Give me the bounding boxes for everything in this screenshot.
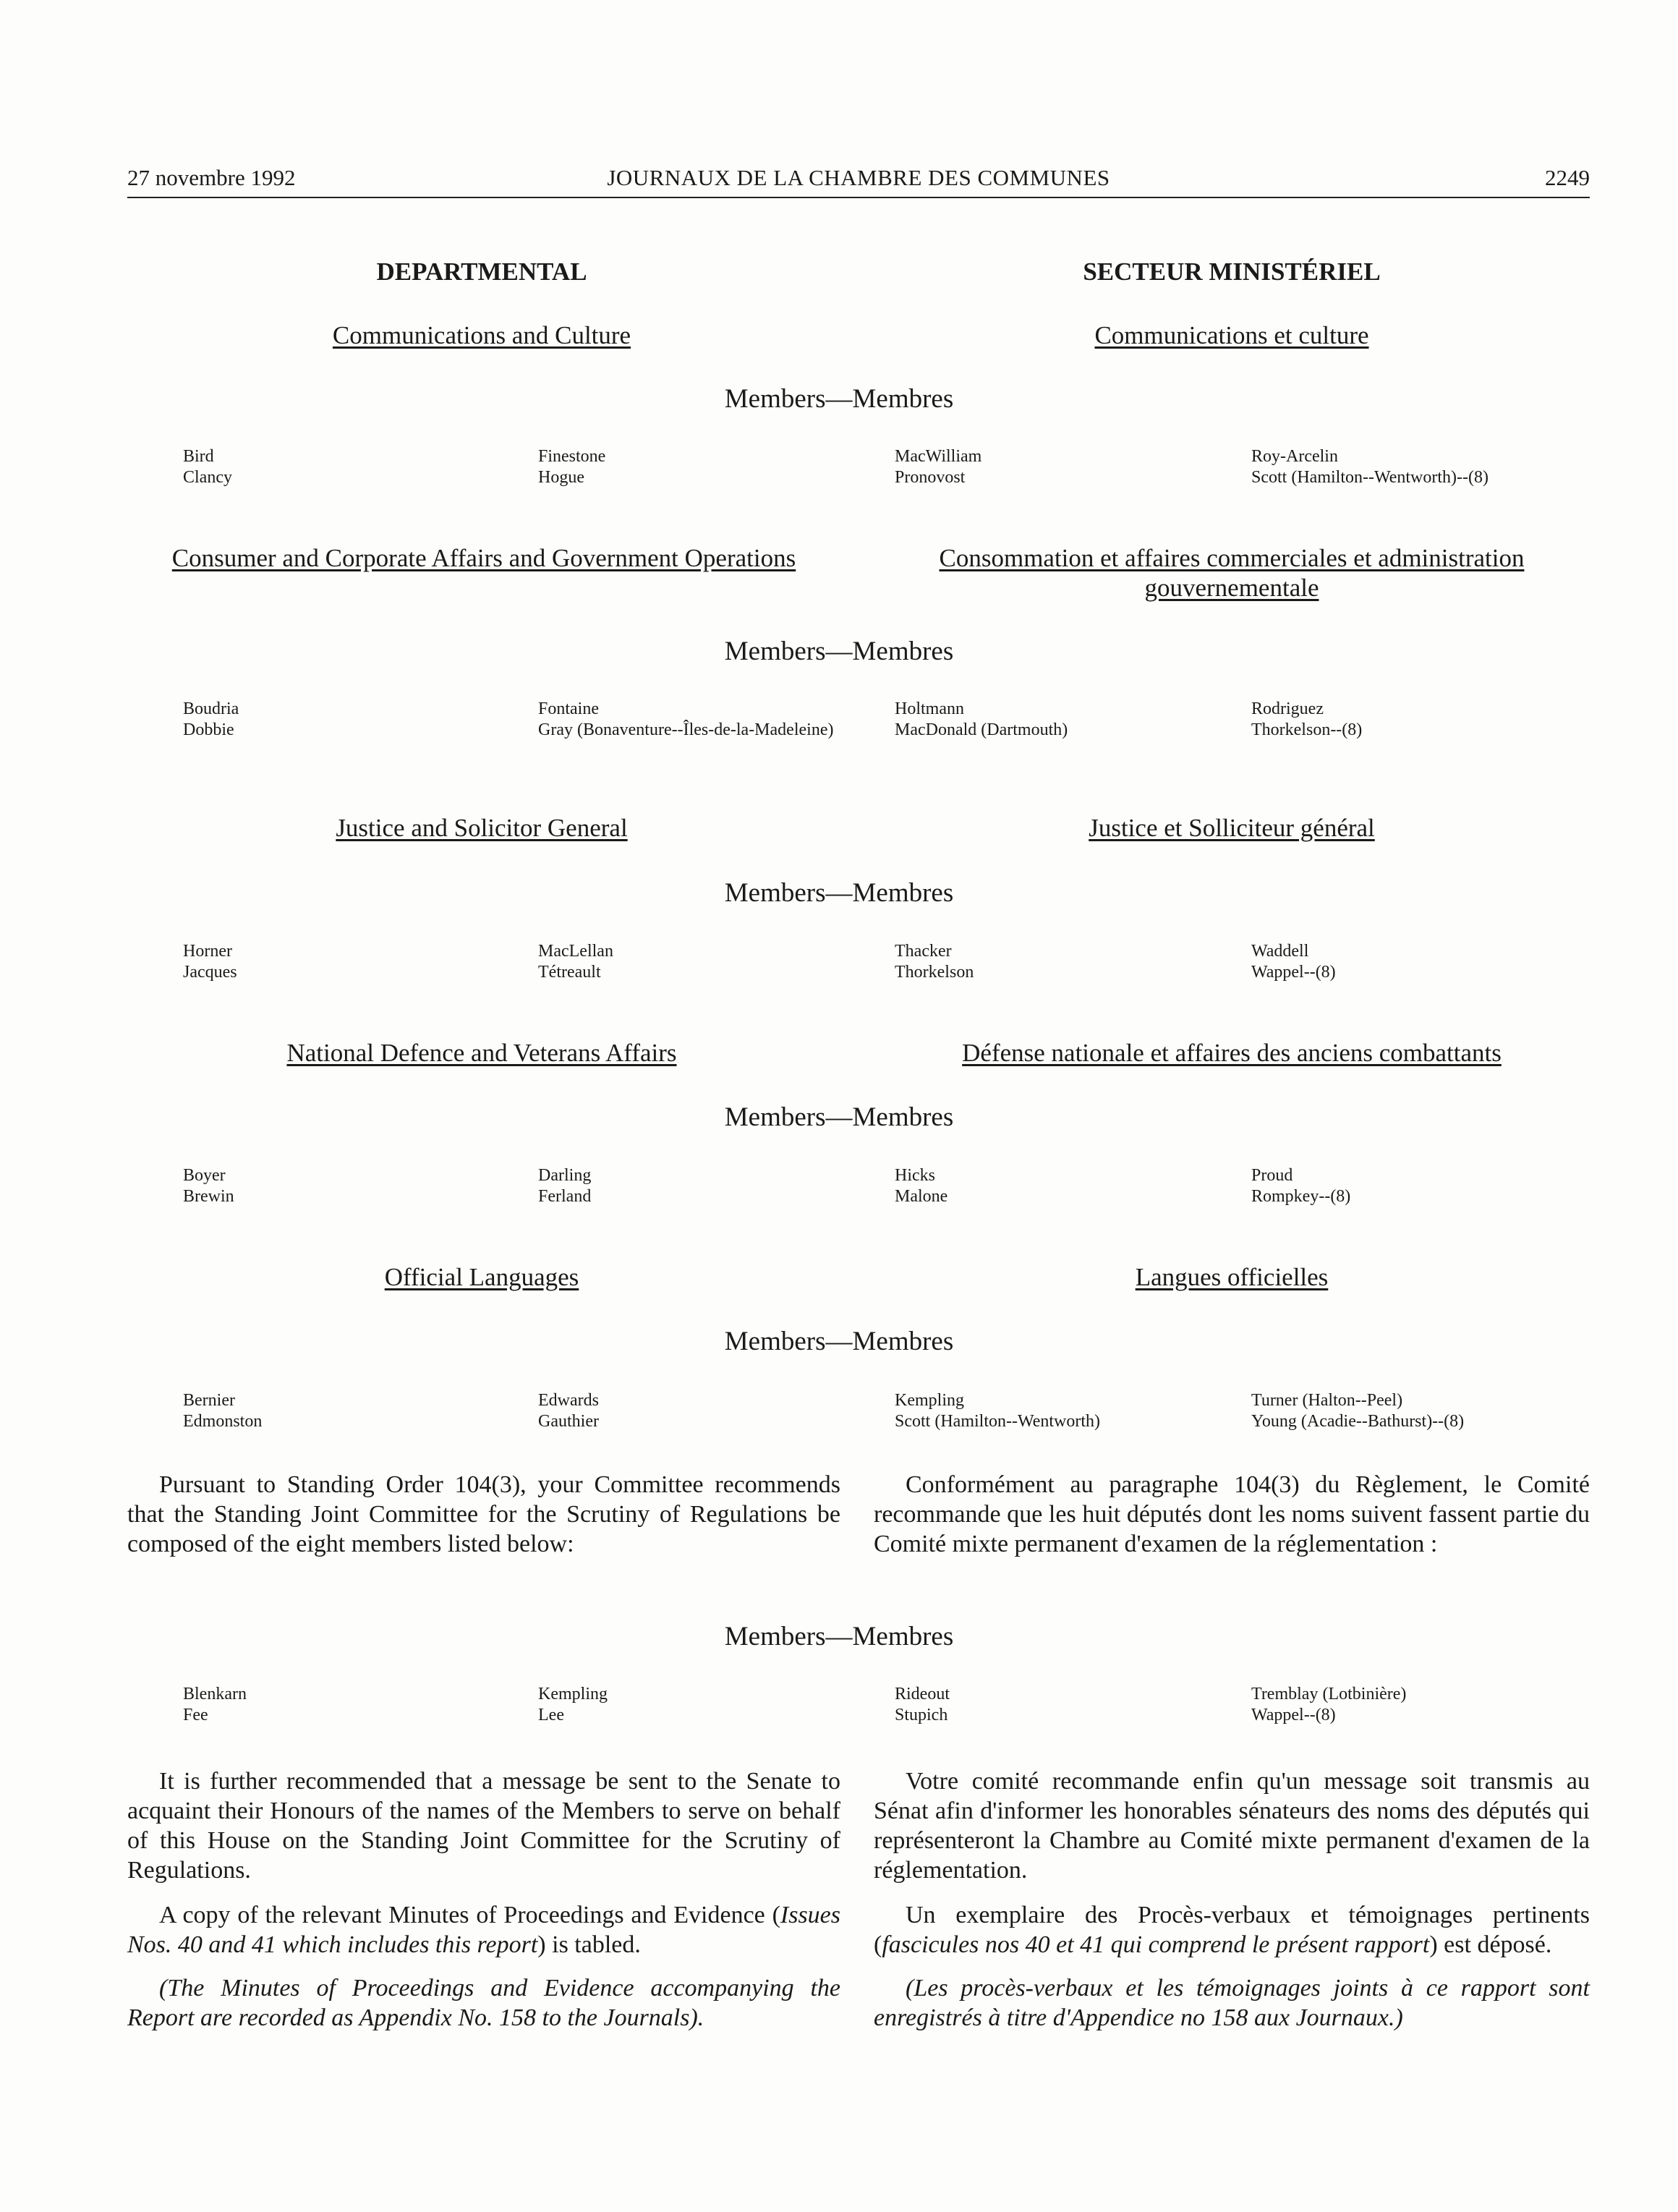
member-name: Hicks — [895, 1166, 935, 1185]
header-page-number: 2249 — [1545, 165, 1590, 190]
column-heading-en: DEPARTMENTAL — [376, 258, 587, 286]
member-name: Thacker — [895, 942, 952, 961]
member-name: Thorkelson--(8) — [1251, 720, 1363, 739]
member-name: Fontaine — [538, 699, 599, 718]
member-name: Scott (Hamilton--Wentworth) — [895, 1412, 1101, 1431]
issues-reference: Issues Nos. 40 and 41 which includes this report — [127, 1902, 840, 1958]
copy-text-start: A copy of the relevant Minutes of Proceedings and Evidence ( — [159, 1902, 780, 1928]
member-name: Gray (Bonaventure--Îles-de-la-Madeleine) — [538, 720, 834, 739]
member-list — [0, 699, 1678, 745]
appendix-note-fr: (Les procès-verbaux et les témoignages joints à ce rapport sont enregistrés à titre d'Appendice no 158 aux Journaux.) — [874, 1975, 1590, 2031]
section-title-fr: Communications et culture — [1094, 321, 1369, 349]
member-name: Wappel--(8) — [1251, 963, 1336, 982]
recommendation-paragraph-fr: Conformément au paragraphe 104(3) du Règlement, le Comité recommande que les huit députés dont les noms suivent fassent partie du Comité mixte permanent d'examen de la réglementation : — [874, 1471, 1590, 1557]
member-name: Brewin — [183, 1187, 234, 1206]
member-name: Tétreault — [538, 963, 601, 982]
copy-tabled-paragraph-fr — [874, 1900, 1590, 1960]
header-journal-title: JOURNAUX DE LA CHAMBRE DES COMMUNES — [607, 165, 1110, 190]
column-heading-fr: SECTEUR MINISTÉRIEL — [1083, 258, 1381, 286]
member-name: Finestone — [538, 447, 606, 466]
member-name: Malone — [895, 1187, 948, 1206]
header-date: 27 novembre 1992 — [127, 165, 296, 190]
member-name: Horner — [183, 942, 232, 961]
message-paragraph-en: It is further recommended that a message be sent to the Senate to acquaint their Honours of the names of the Members to serve on behalf of this House on the Standing Joint Committee for the Scrutiny of Regulations. — [127, 1768, 840, 1884]
copy-text-start: Un exemplaire des Procès-verbaux et témoignages pertinents ( — [874, 1902, 1590, 1958]
member-name: Kempling — [895, 1391, 964, 1410]
member-name: Lee — [538, 1706, 564, 1724]
member-name: Kempling — [538, 1685, 608, 1703]
fascicules-reference: fascicules nos 40 et 41 qui comprend le présent rapport — [882, 1931, 1430, 1958]
member-name: Young (Acadie--Bathurst)--(8) — [1251, 1412, 1465, 1431]
member-list — [0, 941, 1678, 987]
copy-tabled-paragraph-en — [127, 1900, 840, 1960]
members-heading: Members—Membres — [724, 384, 954, 414]
member-name: Boudria — [183, 699, 239, 718]
member-name: Edwards — [538, 1391, 599, 1410]
member-name: Roy-Arcelin — [1251, 447, 1338, 466]
member-name: Turner (Halton--Peel) — [1251, 1391, 1403, 1410]
members-heading: Members—Membres — [724, 1102, 954, 1132]
member-name: Hogue — [538, 468, 584, 487]
section-title-fr: Consommation et affaires commerciales et administration — [939, 544, 1525, 572]
member-name: Rodriguez — [1251, 699, 1324, 718]
section-title-en: Official Languages — [384, 1263, 579, 1291]
member-name: Bird — [183, 447, 214, 466]
message-paragraph-fr: Votre comité recommande enfin qu'un message soit transmis au Sénat afin d'informer les honorables sénateurs des noms des députés qui représenteront la Chambre au Comité mixte permanent d'examen de la réglementation. — [874, 1768, 1590, 1884]
section-title-en: Communications and Culture — [332, 321, 631, 349]
members-heading: Members—Membres — [724, 1327, 954, 1356]
member-name: Jacques — [183, 963, 237, 982]
member-name: Darling — [538, 1166, 592, 1185]
member-name: Gauthier — [538, 1412, 599, 1431]
member-list — [0, 1684, 1678, 1730]
member-name: Tremblay (Lotbinière) — [1251, 1685, 1407, 1703]
member-name: MacWilliam — [895, 447, 982, 466]
section-title-fr: Justice et Solliciteur général — [1089, 814, 1375, 842]
member-list — [0, 1165, 1678, 1212]
member-name: Blenkarn — [183, 1685, 247, 1703]
appendix-note-en: (The Minutes of Proceedings and Evidence accompanying the Report are recorded as Appendix No. 158 to the Journals). — [127, 1975, 840, 2031]
member-list — [0, 446, 1678, 493]
section-title-en: Justice and Solicitor General — [336, 814, 628, 842]
section-title-en: Consumer and Corporate Affairs and Government Operations — [171, 544, 796, 572]
member-name: Boyer — [183, 1166, 226, 1185]
member-name: Pronovost — [895, 468, 966, 487]
member-name: Bernier — [183, 1391, 235, 1410]
members-heading: Members—Membres — [724, 878, 954, 908]
member-name: Proud — [1251, 1166, 1293, 1185]
member-list — [0, 1390, 1678, 1437]
section-title-en: National Defence and Veterans Affairs — [286, 1039, 677, 1067]
member-name: Ferland — [538, 1187, 592, 1206]
member-name: Wappel--(8) — [1251, 1706, 1336, 1724]
member-name: MacLellan — [538, 942, 613, 961]
running-header — [127, 165, 1590, 198]
member-name: Edmonston — [183, 1412, 263, 1431]
copy-text-end: ) est déposé. — [1429, 1931, 1552, 1958]
section-title-fr: Défense nationale et affaires des anciens combattants — [962, 1039, 1502, 1067]
member-name: Holtmann — [895, 699, 964, 718]
copy-text-end: ) is tabled. — [537, 1931, 641, 1958]
member-name: Waddell — [1251, 942, 1309, 961]
member-name: Rideout — [895, 1685, 950, 1703]
member-name: Stupich — [895, 1706, 948, 1724]
member-name: Fee — [183, 1706, 208, 1724]
member-name: MacDonald (Dartmouth) — [895, 720, 1068, 739]
member-name: Thorkelson — [895, 963, 974, 982]
member-name: Scott (Hamilton--Wentworth)--(8) — [1251, 468, 1489, 487]
section-title-fr-continued: gouvernementale — [1144, 574, 1319, 602]
members-heading: Members—Membres — [724, 637, 954, 666]
members-heading: Members—Membres — [724, 1622, 954, 1651]
member-name: Dobbie — [183, 720, 234, 739]
section-title-fr: Langues officielles — [1135, 1263, 1329, 1291]
member-name: Rompkey--(8) — [1251, 1187, 1351, 1206]
recommendation-paragraph-en: Pursuant to Standing Order 104(3), your Committee recommends that the Standing Joint Committee for the Scrutiny of Regulations be composed of the eight members listed below: — [127, 1471, 840, 1557]
member-name: Clancy — [183, 468, 232, 487]
